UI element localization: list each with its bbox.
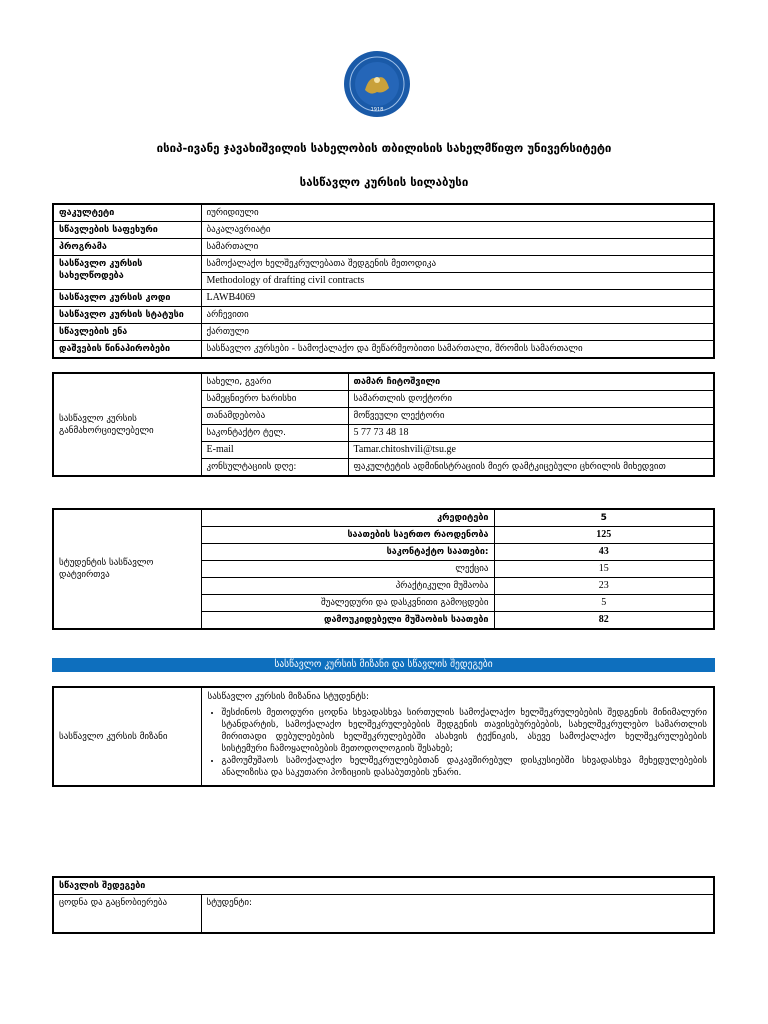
university-seal-icon [343,50,411,118]
lecturer-value: ფაკულტეტის ადმინისტრაციის მიერ დამტკიცებული ცხრილის მიხედვით [348,459,714,477]
info-value: არჩევითი [201,307,714,324]
info-label: სწავლების ენა [53,324,201,341]
lecturer-label: თანამდებობა [201,408,348,425]
workload-label: საკონტაქტო საათები: [201,544,494,561]
lecturer-label: სამეცნიერო ხარისხი [201,391,348,408]
table-row [53,324,714,341]
workload-value: 23 [494,578,714,595]
info-label: სასწავლო კურსის სახელწოდება [53,256,201,290]
course-goal-table [52,686,715,787]
table-row [53,256,714,273]
lecturer-label: სახელი, გვარი [201,373,348,391]
info-label: სწავლების საფეხური [53,222,201,239]
seal-year: 1918 [370,107,384,113]
goal-label: სასწავლო კურსის მიზანი [53,687,201,786]
university-name: ისიპ-ივანე ჯავახიშვილის სახელობის თბილისის სახელმწიფო უნივერსიტეტი [156,141,612,155]
workload-value: 5 [494,595,714,612]
workload-section-label: სტუდენტის სასწავლო დატვირთვა [53,509,201,629]
table-row [53,222,714,239]
info-value: ქართული [201,324,714,341]
outcomes-title: სწავლის შედეგები [53,877,714,895]
goal-bullet: • გამოუმუშაოს სამოქალაქო ხელშეკრულებებთან დაკავშირებულ დისკუსიებში სხვადასხვა მეხედულებების ანალიზისა და საკუთარი პოზიციის დასაბუთების უნარი. [222,755,708,779]
workload-value: 43 [494,544,714,561]
info-label: პროგრამა [53,239,201,256]
table-row [53,341,714,359]
lecturer-value: თამარ ჩიტოშვილი [348,373,714,391]
goal-content [201,687,714,786]
info-label: ფაკულტეტი [53,204,201,222]
course-info-table [52,203,715,359]
lecturer-table [52,372,715,477]
lecturer-label: კონსულტაციის დღე: [201,459,348,477]
workload-label: კრედიტები [201,509,494,527]
info-value: ბაკალავრიატი [201,222,714,239]
info-label: სასწავლო კურსის სტატუსი [53,307,201,324]
info-label: დაშვების წინაპირობები [53,341,201,359]
info-value: LAWB4069 [201,290,714,307]
table-row [53,204,714,222]
info-label: სასწავლო კურსის კოდი [53,290,201,307]
workload-label: საათების საერთო რაოდენობა [201,527,494,544]
goal-list [208,707,708,779]
workload-value: 15 [494,561,714,578]
section-header-bar: სასწავლო კურსის მიზანი და სწავლის შედეგები [52,658,715,672]
lecturer-label: საკონტაქტო ტელ. [201,425,348,442]
workload-value: 82 [494,612,714,630]
table-row [53,895,714,933]
workload-label: ლექცია [201,561,494,578]
lecturer-value: სამართლის დოქტორი [348,391,714,408]
table-row [53,239,714,256]
workload-label: დამოუკიდებელი მუშაობის საათები [201,612,494,630]
info-value: იურიდიული [201,204,714,222]
lecturer-section-label: სასწავლო კურსის განმახორციელებელი [53,373,201,476]
goal-bullet: • შესძინოს მეთოდური ცოდნა სხვადასხვა სირთულის სამოქალაქო ხელშეკრულებების შედგენის მინიმალური სტანდარტის, სამოქალაქო ხელშეკრულებების შედგენის თავისებურებების, სახელშეკრულებო სამართლის მირითადი დებულებების ხელშეკრულებებში ასახვის ტექნიკის, ასევე სამოქალაქო ხელშეკრულებების სისტემური ჩამოყალიბების მეთოდოლოგიის შესახებ; [222,707,708,755]
info-value-en: Methodology of drafting civil contracts [201,273,714,290]
workload-label: შუალედური და დასკვნითი გამოცდები [201,595,494,612]
learning-outcomes-table [52,876,715,934]
lecturer-label: E-mail [201,442,348,459]
info-value: სამართალი [201,239,714,256]
info-value: სასწავლო კურსები - სამოქალაქო და მეწარმეობითი სამართალი, შრომის სამართალი [201,341,714,359]
goal-intro: სასწავლო კურსის მიზანია სტუდენტს: [207,692,369,702]
table-row [53,687,714,786]
outcomes-row-label: ცოდნა და გაცნობიერება [53,895,201,933]
table-row [53,509,714,527]
table-row [53,307,714,324]
table-row [53,290,714,307]
outcomes-row-value: სტუდენტი: [201,895,714,933]
lecturer-value: 5 77 73 48 18 [348,425,714,442]
document-title: სასწავლო კურსის სილაბუსი [299,175,469,189]
email-link[interactable]: Tamar.chitoshvili@tsu.ge [348,442,714,459]
workload-label: პრაქტიკული მუშაობა [201,578,494,595]
info-value: სამოქალაქო ხელშეკრულებათა შედგენის მეთოდიკა [201,256,714,273]
table-row [53,877,714,895]
workload-table [52,508,715,630]
workload-value: 5 [494,509,714,527]
table-row [53,373,714,391]
workload-value: 125 [494,527,714,544]
lecturer-value: მოწვეული ლექტორი [348,408,714,425]
